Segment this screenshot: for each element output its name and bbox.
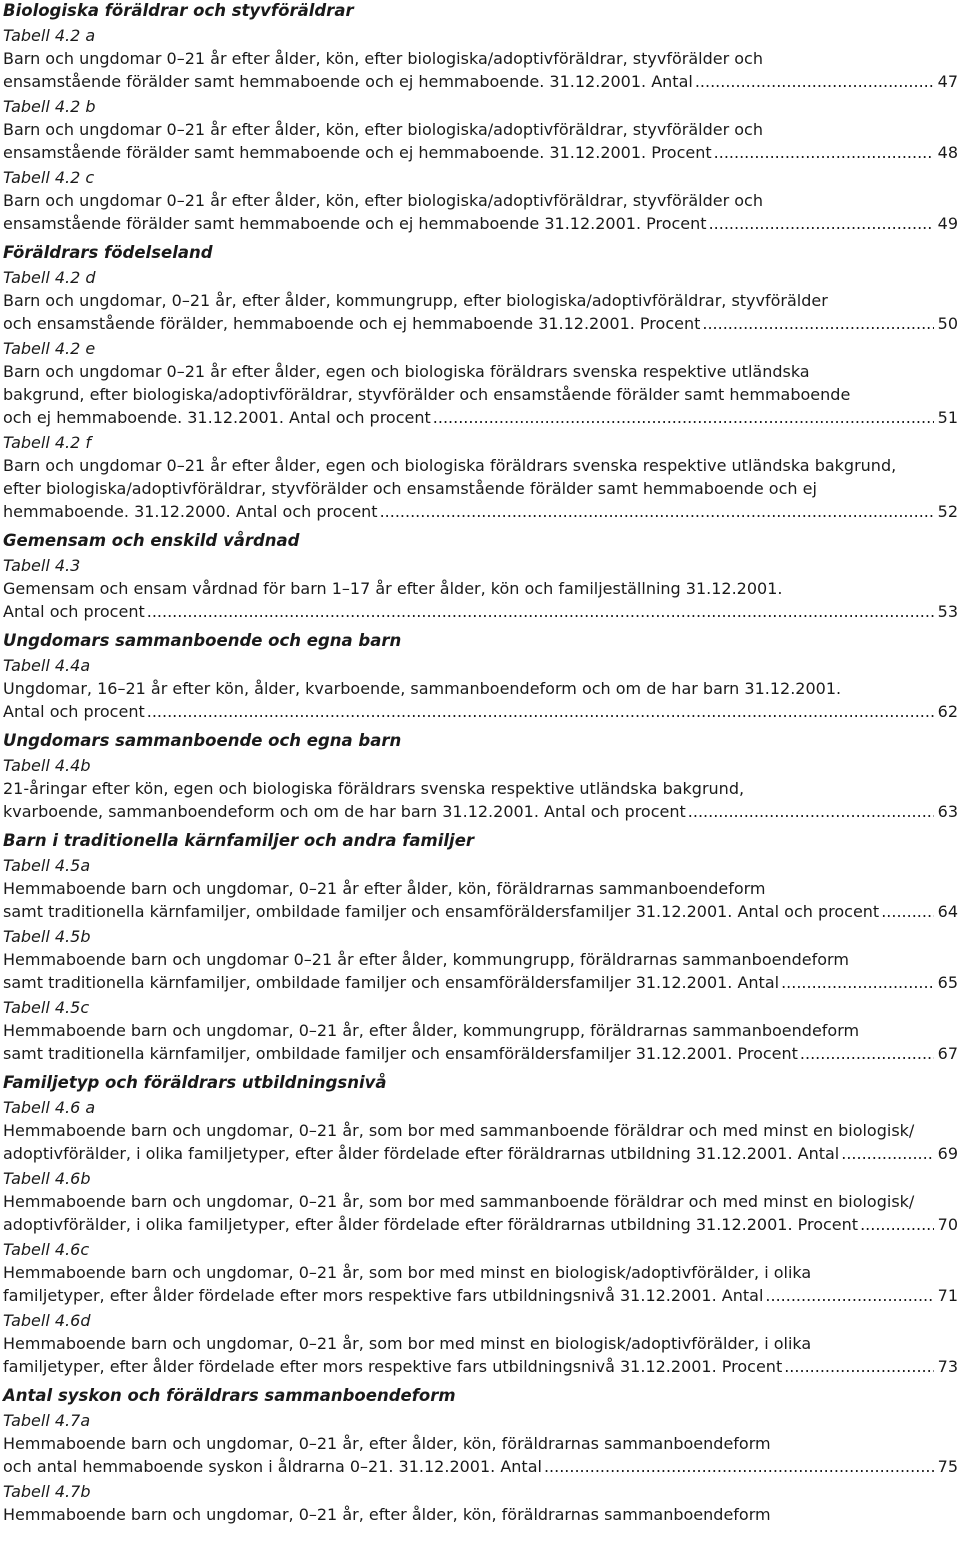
entry-description-line: Barn och ungdomar, 0–21 år, efter ålder, kommungrupp, efter biologiska/adoptivföräldrar, styvförälder	[3, 291, 828, 310]
entry-description-line: ensamstående förälder samt hemmaboende och ej hemmaboende 31.12.2001. Procent	[3, 214, 707, 233]
entry-description-line: Hemmaboende barn och ungdomar, 0–21 år, efter ålder, kön, föräldrarnas sammanboendeform	[3, 1434, 771, 1453]
toc-entry[interactable]	[3, 994, 958, 1065]
entry-description-line: Hemmaboende barn och ungdomar, 0–21 år, som bor med sammanboende föräldrar och med minst en biologisk/	[3, 1121, 915, 1140]
toc-entry[interactable]	[3, 923, 958, 994]
entry-description-line: Antal och procent	[3, 602, 145, 621]
entry-description-line: Barn och ungdomar 0–21 år efter ålder, kön, efter biologiska/adoptivföräldrar, styvförälder och	[3, 49, 763, 68]
dot-leader	[147, 700, 934, 723]
table-number: Tabell 4.7b	[3, 1482, 91, 1501]
dot-leader	[380, 500, 934, 523]
page-number[interactable]: 65	[937, 973, 958, 992]
entry-description-line: ensamstående förälder samt hemmaboende och ej hemmaboende. 31.12.2001. Antal	[3, 72, 693, 91]
section-heading: Ungdomars sammanboende och egna barn	[3, 731, 402, 750]
entry-description-line: och ej hemmaboende. 31.12.2001. Antal och procent	[3, 408, 431, 427]
dot-leader	[688, 800, 934, 823]
entry-description-line: efter biologiska/adoptivföräldrar, styvförälder och ensamstående förälder samt hemmaboende och ej	[3, 479, 817, 498]
entry-leader-line	[3, 1455, 958, 1478]
entry-description-line: bakgrund, efter biologiska/adoptivföräldrar, styvförälder och ensamstående förälder samt hemmaboende	[3, 385, 851, 404]
page-number[interactable]: 53	[937, 602, 958, 621]
toc-entry[interactable]	[3, 1165, 958, 1236]
page-number[interactable]: 64	[937, 902, 958, 921]
table-number: Tabell 4.2 c	[3, 168, 95, 187]
toc-entry[interactable]	[3, 264, 958, 335]
section-heading: Gemensam och enskild vårdnad	[3, 531, 300, 550]
entry-leader-line	[3, 1142, 958, 1165]
entry-leader-line	[3, 900, 958, 923]
entry-description-line: familjetyper, efter ålder fördelade efter mors respektive fars utbildningsnivå 31.12.2001. Procent	[3, 1357, 783, 1376]
entry-description-line: Ungdomar, 16–21 år efter kön, ålder, kvarboende, sammanboendeform och om de har barn 31.12.2001.	[3, 679, 842, 698]
toc-entry[interactable]	[3, 1094, 958, 1165]
page-number[interactable]: 49	[937, 214, 958, 233]
entry-leader-line	[3, 141, 958, 164]
entry-description-line: samt traditionella kärnfamiljer, ombildade familjer och ensamföräldersfamiljer 31.12.2001. Procent	[3, 1044, 798, 1063]
page-number[interactable]: 52	[937, 502, 958, 521]
dot-leader	[800, 1042, 934, 1065]
section-heading: Ungdomars sammanboende och egna barn	[3, 631, 402, 650]
entry-description-line: Hemmaboende barn och ungdomar, 0–21 år, som bor med minst en biologisk/adoptivförälder, i olika	[3, 1334, 812, 1353]
dot-leader	[695, 70, 934, 93]
dot-leader	[781, 971, 934, 994]
entry-leader-line	[3, 312, 958, 335]
dot-leader	[433, 406, 934, 429]
section-heading: Familjetyp och föräldrars utbildningsnivå	[3, 1073, 387, 1092]
table-number: Tabell 4.6 a	[3, 1098, 96, 1117]
toc-entry[interactable]	[3, 164, 958, 235]
toc-entry[interactable]	[3, 552, 958, 623]
entry-description-line: och ensamstående förälder, hemmaboende och ej hemmaboende 31.12.2001. Procent	[3, 314, 701, 333]
toc-entry[interactable]	[3, 22, 958, 93]
page-number[interactable]: 50	[937, 314, 958, 333]
entry-leader-line	[3, 1355, 958, 1378]
toc-entry[interactable]	[3, 752, 958, 823]
dot-leader	[860, 1213, 934, 1236]
entry-description-line: Barn och ungdomar 0–21 år efter ålder, egen och biologiska föräldrars svenska respektive utländska bakgrund,	[3, 456, 897, 475]
entry-description-line: familjetyper, efter ålder fördelade efter mors respektive fars utbildningsnivå 31.12.2001. Antal	[3, 1286, 764, 1305]
entry-description-line: adoptivförälder, i olika familjetyper, efter ålder fördelade efter föräldrarnas utbildning 31.12.2001. Procent	[3, 1215, 859, 1234]
entry-description-line: och antal hemmaboende syskon i åldrarna 0–21. 31.12.2001. Antal	[3, 1457, 542, 1476]
table-number: Tabell 4.6c	[3, 1240, 90, 1259]
entry-leader-line	[3, 500, 958, 523]
section-heading: Barn i traditionella kärnfamiljer och andra familjer	[3, 831, 475, 850]
entry-description-line: Hemmaboende barn och ungdomar, 0–21 år, efter ålder, kommungrupp, föräldrarnas sammanboendeform	[3, 1021, 860, 1040]
section-heading: Föräldrars födelseland	[3, 243, 213, 262]
toc-entry[interactable]	[3, 852, 958, 923]
page-number[interactable]: 70	[937, 1215, 958, 1234]
entry-description-line: samt traditionella kärnfamiljer, ombildade familjer och ensamföräldersfamiljer 31.12.2001. Antal	[3, 973, 780, 992]
page-number[interactable]: 69	[937, 1144, 958, 1163]
toc-entry[interactable]	[3, 1478, 958, 1526]
toc-entry[interactable]	[3, 1307, 958, 1378]
entry-description-line: hemmaboende. 31.12.2000. Antal och procent	[3, 502, 378, 521]
entry-description-line: samt traditionella kärnfamiljer, ombildade familjer och ensamföräldersfamiljer 31.12.2001. Antal och procent	[3, 902, 880, 921]
page-number[interactable]: 67	[937, 1044, 958, 1063]
dot-leader	[784, 1355, 933, 1378]
dot-leader	[841, 1142, 933, 1165]
entry-leader-line	[3, 70, 958, 93]
entry-description-line: Hemmaboende barn och ungdomar 0–21 år efter ålder, kommungrupp, föräldrarnas sammanboendeform	[3, 950, 849, 969]
page-number[interactable]: 71	[937, 1286, 958, 1305]
table-number: Tabell 4.6d	[3, 1311, 91, 1330]
entry-leader-line	[3, 800, 958, 823]
entry-leader-line	[3, 1284, 958, 1307]
dot-leader	[544, 1455, 934, 1478]
page-number[interactable]: 51	[937, 408, 958, 427]
entry-leader-line	[3, 1042, 958, 1065]
page-number[interactable]: 47	[937, 72, 958, 91]
toc-entry[interactable]	[3, 1407, 958, 1478]
dot-leader	[881, 900, 933, 923]
table-number: Tabell 4.2 f	[3, 433, 92, 452]
table-number: Tabell 4.2 b	[3, 97, 96, 116]
entry-description-line: Barn och ungdomar 0–21 år efter ålder, kön, efter biologiska/adoptivföräldrar, styvförälder och	[3, 191, 763, 210]
dot-leader	[765, 1284, 933, 1307]
entry-description-line: Antal och procent	[3, 702, 145, 721]
toc-entry[interactable]	[3, 429, 958, 523]
page-number[interactable]: 73	[937, 1357, 958, 1376]
page-number[interactable]: 48	[937, 143, 958, 162]
entry-leader-line	[3, 1213, 958, 1236]
table-number: Tabell 4.2 d	[3, 268, 96, 287]
entry-description-line: Hemmaboende barn och ungdomar, 0–21 år, efter ålder, kön, föräldrarnas sammanboendeform	[3, 1505, 771, 1524]
table-number: Tabell 4.5c	[3, 998, 90, 1017]
table-number: Tabell 4.5b	[3, 927, 91, 946]
entry-description-line: kvarboende, sammanboendeform och om de har barn 31.12.2001. Antal och procent	[3, 802, 686, 821]
toc-entry[interactable]	[3, 93, 958, 164]
entry-leader-line	[3, 700, 958, 723]
table-number: Tabell 4.2 e	[3, 339, 96, 358]
entry-leader-line	[3, 600, 958, 623]
dot-leader	[709, 212, 934, 235]
dot-leader	[714, 141, 934, 164]
toc-entry[interactable]	[3, 652, 958, 723]
entry-description-line: Gemensam och ensam vårdnad för barn 1–17 år efter ålder, kön och familjeställning 31.12.2001.	[3, 579, 783, 598]
entry-description-line: Hemmaboende barn och ungdomar, 0–21 år, som bor med sammanboende föräldrar och med minst en biologisk/	[3, 1192, 915, 1211]
table-number: Tabell 4.2 a	[3, 26, 96, 45]
entry-leader-line	[3, 406, 958, 429]
toc-entry[interactable]	[3, 1236, 958, 1307]
table-number: Tabell 4.4b	[3, 756, 91, 775]
section-heading: Antal syskon och föräldrars sammanboendeform	[3, 1386, 456, 1405]
table-number: Tabell 4.7a	[3, 1411, 91, 1430]
page-number[interactable]: 75	[937, 1457, 958, 1476]
entry-description-line: Hemmaboende barn och ungdomar, 0–21 år, som bor med minst en biologisk/adoptivförälder, i olika	[3, 1263, 812, 1282]
page-number[interactable]: 63	[937, 802, 958, 821]
entry-description-line: Barn och ungdomar 0–21 år efter ålder, kön, efter biologiska/adoptivföräldrar, styvförälder och	[3, 120, 763, 139]
entry-description-line: Barn och ungdomar 0–21 år efter ålder, egen och biologiska föräldrars svenska respektive utländska	[3, 362, 810, 381]
entry-description-line: adoptivförälder, i olika familjetyper, efter ålder fördelade efter föräldrarnas utbildning 31.12.2001. Antal	[3, 1144, 840, 1163]
toc-entry[interactable]	[3, 335, 958, 429]
entry-description-line: 21-åringar efter kön, egen och biologiska föräldrars svenska respektive utländska bakgrund,	[3, 779, 745, 798]
entry-leader-line	[3, 212, 958, 235]
dot-leader	[702, 312, 933, 335]
entry-description-line: Hemmaboende barn och ungdomar, 0–21 år efter ålder, kön, föräldrarnas sammanboendeform	[3, 879, 766, 898]
table-number: Tabell 4.4a	[3, 656, 91, 675]
page-number[interactable]: 62	[937, 702, 958, 721]
entry-description-line: ensamstående förälder samt hemmaboende och ej hemmaboende. 31.12.2001. Procent	[3, 143, 712, 162]
section-heading: Biologiska föräldrar och styvföräldrar	[3, 1, 354, 20]
entry-leader-line	[3, 971, 958, 994]
table-number: Tabell 4.3	[3, 556, 81, 575]
dot-leader	[147, 600, 934, 623]
table-number: Tabell 4.6b	[3, 1169, 91, 1188]
table-number: Tabell 4.5a	[3, 856, 91, 875]
